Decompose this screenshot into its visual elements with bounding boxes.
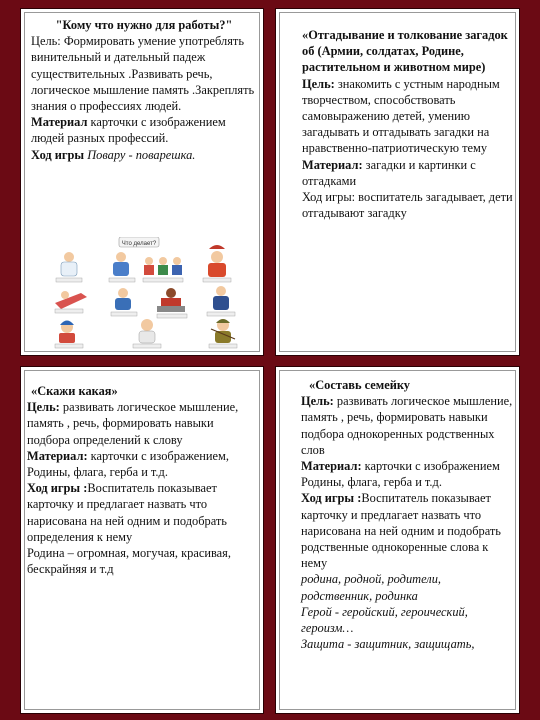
painter-icon: [209, 319, 237, 348]
material-text: Материал: карточки с изображением, Родины, флага, герба и т.д.: [27, 448, 229, 480]
tailor-icon: [207, 286, 235, 316]
card-text: [301, 377, 513, 652]
game-text: Ход игры :Воспитатель показывает карточку и предлагает назвать что нарисована на ней одним и подобрать определения к нему: [27, 481, 227, 544]
card-title: «Скажи какая»: [31, 384, 118, 398]
goal-text: Цель: знакомить с устным народным творчеством, способствовать самовыражению детей, умению загадывать и отгадывать загадки на нравственно-патриотическую тему: [302, 76, 500, 156]
worker-icon: [111, 288, 137, 316]
game-text: Ход игры Повару - поварешка.: [31, 147, 196, 162]
game-text: Ход игры :Воспитатель показывает карточку и предлагает назвать что нарисована на ней одним и подобрать родственные однокоренные слова к нему: [301, 491, 501, 571]
material-text: Материал: карточки с изображением Родины, флага, герба и т.д.: [301, 459, 500, 490]
goal-text: Цель: развивать логическое мышление, память , речь, формировать навыки подбора определений к слову: [27, 400, 239, 447]
teacher-icon: [109, 252, 135, 282]
professions-picture: [51, 237, 241, 349]
example-text-1: родина, родной, родители, родственник, родинка: [301, 572, 441, 603]
seamstress-icon: [157, 288, 187, 318]
game-card-riddles: [275, 8, 520, 356]
goal-text: Цель: развивать логическое мышление, память , речь, формировать навыки подбора однокоренных родственных слов: [301, 394, 513, 457]
professions-illustration: [51, 237, 241, 349]
card-title: "Кому что нужно для работы?": [55, 18, 233, 32]
game-card-say-which: [20, 366, 264, 714]
children-group-icon: [143, 257, 183, 282]
material-text: Материал: загадки и картинки с отгадками: [302, 157, 476, 188]
card-text: [27, 383, 257, 577]
example-text-2: Герой - геройский, героический, героизм…: [301, 604, 468, 636]
example-text: Родина – огромная, могучая, красивая, бескрайняя и т.д: [27, 546, 231, 577]
game-text: Ход игры: воспитатель загадывает, дети отгадывают загадку: [302, 190, 513, 221]
card-title: «Отгадывание и толкование загадок об (Армии, солдатах, Родине, растительном и животном мире): [302, 28, 508, 75]
material-text: Материал карточки с изображением людей разных профессий.: [31, 115, 226, 146]
artist-icon: [133, 319, 161, 348]
card-title: «Составь семейку: [309, 378, 411, 392]
cook-icon: [203, 245, 231, 282]
example-text-3: Защита - защитник, защищать,: [301, 637, 475, 652]
game-card-professions: [20, 8, 264, 356]
goal-text: Цель: Формировать умение употреблять винительный и дательный падеж существительных .Развивать речь, логическое мышление память .Закреплять знания о профессиях людей.: [31, 34, 255, 114]
illustration-header: Что делает?: [121, 241, 157, 247]
doctor-icon: [56, 252, 82, 282]
builder-icon: [55, 321, 83, 349]
card-text: [302, 27, 513, 221]
pilot-icon: [55, 291, 87, 313]
card-text: [31, 17, 257, 163]
game-card-word-family: [275, 366, 520, 714]
